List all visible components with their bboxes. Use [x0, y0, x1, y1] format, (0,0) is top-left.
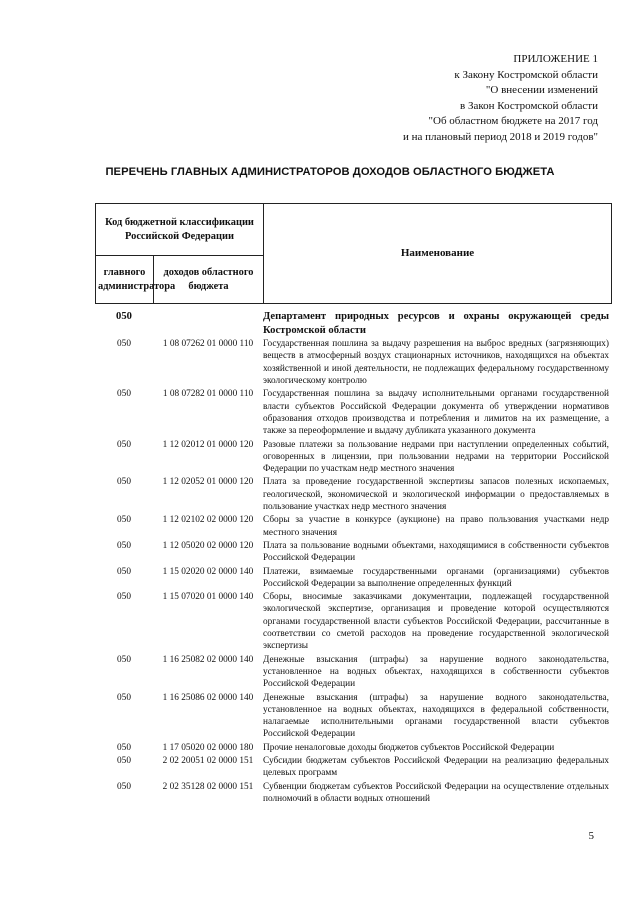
- table-row: [95, 653, 611, 691]
- table-row: [95, 754, 611, 780]
- name-cell: Государственная пошлина за выдачу разрешения на выброс вредных (загрязняющих) веществ в атмосферный воздух стационарных источников, находящихся на объектах хозяйственной и иной деятельности, не подлежащих федеральному государственному экологическому контролю: [263, 339, 609, 387]
- header-name: Наименование: [264, 204, 612, 304]
- name-cell: Прочие неналоговые доходы бюджетов субъектов Российской Федерации: [263, 742, 555, 753]
- document-title: ПЕРЕЧЕНЬ ГЛАВНЫХ АДМИНИСТРАТОРОВ ДОХОДОВ ОБЛАСТНОГО БЮДЖЕТА: [105, 166, 555, 178]
- admin-code-cell: 050: [117, 654, 131, 665]
- name-cell: Плата за пользование водными объектами, находящимися в собственности субъектов Российской Федерации: [263, 540, 609, 564]
- table-row: [95, 513, 611, 539]
- name-cell: Субсидии бюджетам субъектов Российской Федерации на реализацию федеральных целевых программ: [263, 755, 609, 779]
- income-code-cell: 1 17 05020 02 0000 180: [162, 742, 254, 753]
- admin-code-cell: 050: [117, 566, 131, 577]
- name-cell: Денежные взыскания (штрафы) за нарушение водного законодательства, установленное на водных объектах, находящихся в собственности субъектов Российской Федерации: [263, 654, 609, 690]
- income-code-cell: 1 12 02102 02 0000 120: [162, 515, 254, 526]
- income-code-cell: [153, 306, 263, 337]
- name-cell: Сборы, вносимые заказчиками документации, подлежащей государственной экологической экспертизе, организация и проведение которой осуществляются органами государственной власти субъектов Российской Федерации, рассчитанные в соответствии со сметой расходов на проведение государственной экологической экспертизы: [263, 592, 609, 652]
- table-row: [95, 475, 611, 513]
- admin-code-cell: 050: [117, 477, 131, 488]
- income-code-cell: 2 02 20051 02 0000 151: [162, 755, 254, 766]
- admin-code-cell: 050: [116, 311, 132, 322]
- table-row: [95, 691, 611, 741]
- admin-code-cell: 050: [117, 339, 131, 350]
- header-admin: главного администратора: [96, 256, 154, 304]
- income-code-cell: 1 12 05020 02 0000 120: [162, 540, 254, 551]
- table-row: [95, 337, 611, 387]
- annex-line: "О внесении изменений: [485, 84, 598, 97]
- admin-code-cell: 050: [117, 592, 131, 603]
- name-cell: Департамент природных ресурсов и охраны окружающей среды Костромской области: [263, 311, 609, 336]
- income-code-cell: 1 16 25082 02 0000 140: [162, 654, 254, 665]
- income-code-cell: 2 02 35128 02 0000 151: [162, 781, 254, 792]
- income-code-cell: 1 15 07020 01 0000 140: [162, 592, 254, 603]
- admin-code-cell: 050: [117, 692, 131, 703]
- income-code-cell: 1 15 02020 02 0000 140: [162, 566, 254, 577]
- income-code-cell: 1 16 25086 02 0000 140: [162, 692, 254, 703]
- name-cell: Государственная пошлина за выдачу исполнительными органами государственной власти субъектов Российской Федерации документа об утверждении нормативов образования отходов производства и потребления и лимитов на их размещение, а также за переоформление и выдачу дубликата указанного документа: [263, 389, 609, 437]
- annex-line: и на плановый период 2018 и 2019 годов": [402, 130, 598, 143]
- name-cell: Субвенции бюджетам субъектов Российской Федерации на осуществление отдельных полномочий в области водных отношений: [263, 781, 609, 804]
- name-cell: Сборы за участие в конкурсе (аукционе) на право пользования участками недр местного значения: [263, 515, 609, 538]
- income-code-cell: 1 08 07262 01 0000 110: [162, 339, 254, 350]
- admin-code-cell: 050: [117, 755, 131, 766]
- name-cell: Плата за проведение государственной экспертизы запасов полезных ископаемых, геологической, экономической и экологической информации о предоставляемых в пользование участках недр местного значения: [263, 477, 609, 513]
- department-row: [95, 306, 611, 337]
- annex-line: в Закон Костромской области: [460, 99, 598, 112]
- page-number: 5: [588, 830, 594, 842]
- name-cell: Денежные взыскания (штрафы) за нарушение водного законодательства, установленное на водных объектах, находящихся в федеральной собственности, налагаемые исполнительными органами государственной власти субъектов Российской Федерации: [263, 692, 609, 740]
- table-row: [95, 387, 611, 437]
- header-code-group: Код бюджетной классификации Российской Федерации: [96, 204, 264, 256]
- admin-code-cell: 050: [117, 781, 131, 792]
- annex-line: "Об областном бюджете на 2017 год: [428, 115, 598, 128]
- admin-code-cell: 050: [117, 540, 131, 551]
- income-code-cell: 1 08 07282 01 0000 110: [162, 389, 254, 400]
- admin-code-cell: 050: [117, 515, 131, 526]
- annex-line: к Закону Костромской области: [454, 68, 598, 81]
- income-code-cell: 1 12 02052 01 0000 120: [162, 477, 254, 488]
- administrators-table: [95, 306, 611, 805]
- admin-code-cell: 050: [117, 439, 131, 450]
- table-row: [95, 741, 611, 754]
- table-row: [95, 780, 611, 806]
- table-row: [95, 539, 611, 565]
- admin-code-cell: 050: [117, 742, 131, 753]
- income-code-cell: 1 12 02012 01 0000 120: [162, 439, 254, 450]
- annex-header: [403, 52, 598, 146]
- name-cell: Платежи, взимаемые государственными органами (организациями) субъектов Российской Федерации за выполнение определенных функций: [263, 566, 609, 589]
- table-header: [95, 203, 612, 304]
- table-row: [95, 438, 611, 476]
- table-row: [95, 590, 611, 652]
- annex-line: ПРИЛОЖЕНИЕ 1: [513, 53, 598, 65]
- name-cell: Разовые платежи за пользование недрами при наступлении определенных событий, оговоренных в лицензии, при пользовании недрами на территории Российской Федерации по участкам недр местного значения: [263, 439, 609, 475]
- table-row: [95, 565, 611, 591]
- admin-code-cell: 050: [117, 389, 131, 400]
- header-income: доходов областного бюджета: [154, 256, 264, 304]
